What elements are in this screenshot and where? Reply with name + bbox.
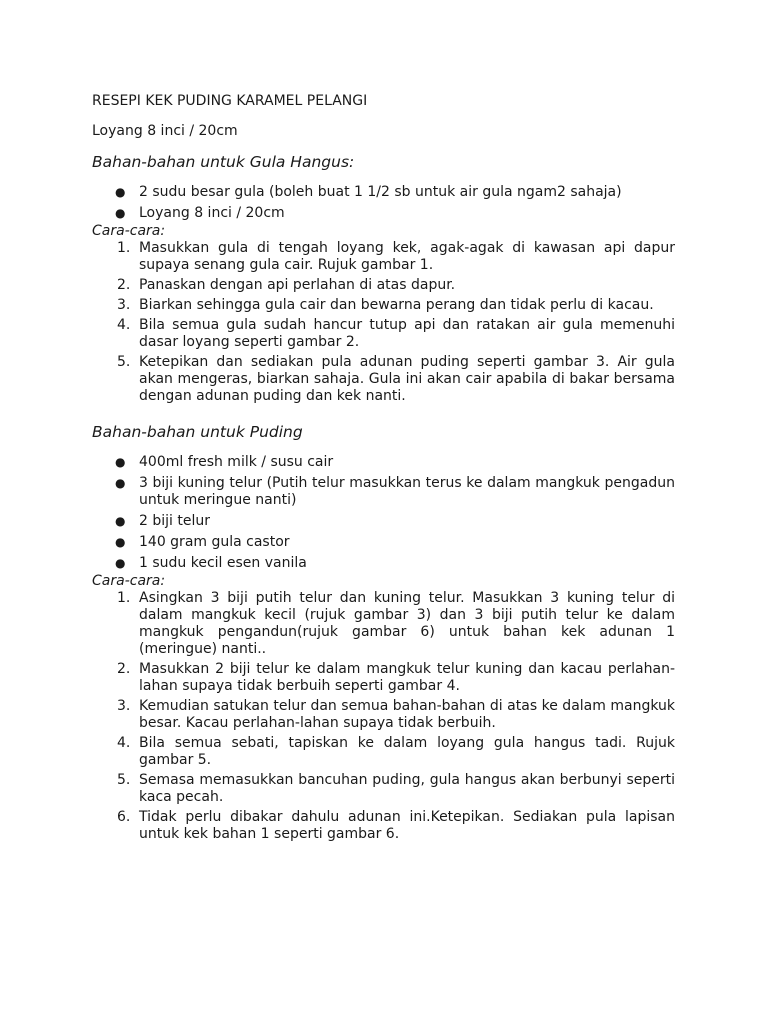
bullet-icon: ● [115,455,126,469]
list-item: 2. Panaskan dengan api perlahan di atas dapur. [117,277,456,293]
list-item: ● 1 sudu kecil esen vanila [115,555,307,571]
list-item: ● 400ml fresh milk / susu cair [115,454,334,470]
ingredients-list-caramel [92,184,675,222]
list-item: 6. Tidak perlu dibakar dahulu adunan ini.Ketepikan. Sediakan pula lapisan untuk kek bahan 1 seperti gambar 6. [117,809,675,842]
list-item: 4. Bila semua gula sudah hancur tutup api dan ratakan air gula memenuhi dasar loyang seperti gambar 2. [117,317,675,350]
section-heading-pudding: Bahan-bahan untuk Puding [92,423,303,441]
bullet-icon: ● [115,535,126,549]
pan-size: Loyang 8 inci / 20cm [92,123,238,139]
bullet-icon: ● [115,556,126,570]
ingredients-list-pudding [92,454,675,572]
section-pudding [92,423,675,843]
section-heading-caramel: Bahan-bahan untuk Gula Hangus: [92,153,355,171]
list-item: 2. Masukkan 2 biji telur ke dalam mangkuk telur kuning dan kacau perlahan-lahan supaya tidak berbuih seperti gambar 4. [117,661,675,694]
steps-list-pudding [92,590,675,843]
list-item: 5. Semasa memasukkan bancuhan puding, gula hangus akan berbunyi seperti kaca pecah. [117,772,675,805]
bullet-icon: ● [115,476,126,490]
steps-label-caramel: Cara-cara: [92,223,166,239]
list-item: 4. Bila semua sebati, tapiskan ke dalam loyang gula hangus tadi. Rujuk gambar 5. [117,735,675,768]
list-item: ● Loyang 8 inci / 20cm [115,205,285,221]
bullet-icon: ● [115,514,126,528]
steps-list-caramel [92,240,675,405]
bullet-icon: ● [115,185,126,199]
list-item: 1. Asingkan 3 biji putih telur dan kuning telur. Masukkan 3 kuning telur di dalam mangkuk kecil (rujuk gambar 3) dan 3 biji putih telur ke dalam mangkuk pengandun(rujuk gambar 6) untuk bahan kek adunan 1 (meringue) nanti.. [117,590,675,657]
list-item: ● 3 biji kuning telur (Putih telur masukkan terus ke dalam mangkuk pengadun untuk meringue nanti) [115,475,675,508]
list-item: ● 140 gram gula castor [115,534,290,550]
list-item: 1. Masukkan gula di tengah loyang kek, agak-agak di kawasan api dapur supaya senang gula cair. Rujuk gambar 1. [117,240,675,273]
section-caramel [92,153,675,405]
bullet-icon: ● [115,206,126,220]
steps-label-pudding: Cara-cara: [92,573,166,589]
document-page [92,93,675,846]
list-item: ● 2 biji telur [115,513,210,529]
list-item: ● 2 sudu besar gula (boleh buat 1 1/2 sb untuk air gula ngam2 sahaja) [115,184,622,200]
list-item: 3. Biarkan sehingga gula cair dan bewarna perang dan tidak perlu di kacau. [117,297,654,313]
list-item: 3. Kemudian satukan telur dan semua bahan-bahan di atas ke dalam mangkuk besar. Kacau perlahan-lahan supaya tidak berbuih. [117,698,675,731]
list-item: 5. Ketepikan dan sediakan pula adunan puding seperti gambar 3. Air gula akan mengeras, biarkan sahaja. Gula ini akan cair apabila di bakar bersama dengan adunan puding dan kek nanti. [117,354,675,404]
recipe-title: RESEPI KEK PUDING KARAMEL PELANGI [92,93,368,109]
